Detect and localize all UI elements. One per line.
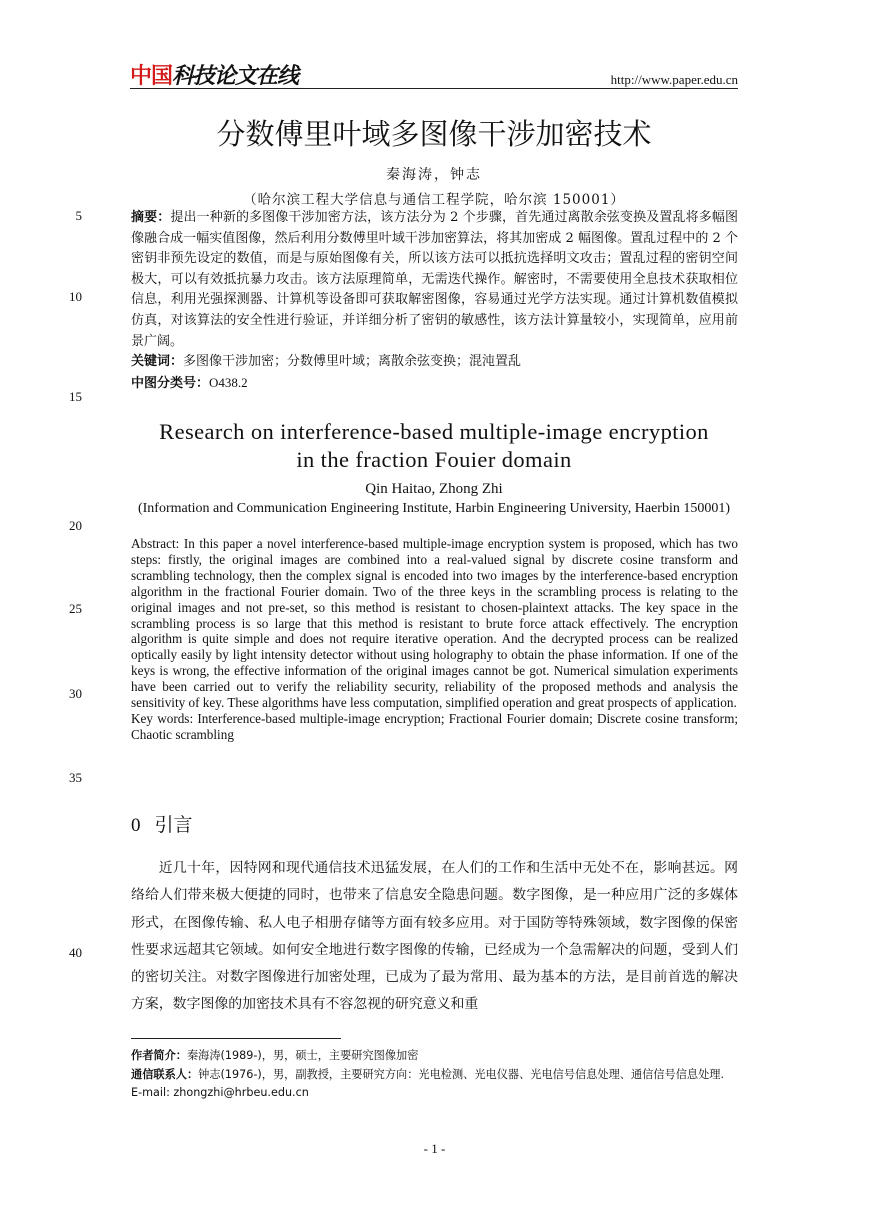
abstract-cn [131, 208, 738, 394]
logo-black-text: 科技论文在线 [172, 64, 299, 89]
abstract-en-text: In this paper a novel interference-based multiple-image encryption system is proposed, which has two steps: firstly, the original images are combined into a real-valued signal by discrete cosine transform and scrambling technology, then the complex signal is encoded into two images by the interference-based encryption algorithm in the fractional Fourier domain. Two of the three keys in the scrambling process is relating to the original images and not pre-set, so this method is resistant to chosen-plaintext attacks. The key space in the scrambling process is so large that this method is resistant to brute force attack effectively. The encryption algorithm is quite simple and does not require iterative operation. And the decrypted process can be realized optically easily by light intensity detector without using holography to obtain the phase information. If one of the keys is wrong, the effective information of the original images cannot be got. Numerical simulation experiments have been carried out to verify the reliability security, reliability of the proposed methods and analysis the sensitivity of key. These algorithms have less computation, simplified operation and great prospects of application. [131, 536, 738, 711]
section-heading [131, 810, 193, 837]
authors-en: Qin Haitao, Zhong Zhi [365, 481, 503, 497]
classification-label: 中图分类号： [131, 375, 210, 391]
authors-cn: 秦海涛，钟志 [386, 167, 482, 183]
line-number: 10 [69, 289, 82, 304]
line-number: 30 [69, 686, 82, 701]
site-logo [130, 63, 298, 91]
keywords-cn-text: 多图像干涉加密；分数傅里叶域；离散余弦变换；混沌置乱 [183, 354, 522, 370]
keywords-en-label: Key words: [131, 710, 198, 726]
line-number: 15 [69, 389, 82, 404]
keywords-en [131, 711, 738, 743]
abstract-cn-body [131, 208, 738, 352]
affiliation-en: (Information and Communication Engineering Institute, Harbin Engineering University, Haerbin 150001) [137, 501, 730, 516]
abstract-cn-text: 提出一种新的多图像干涉加密方法，该方法分为 2 个步骤，首先通过离散余弦变换及置乱将多幅图像融合成一幅实值图像，然后利用分数傅里叶域干涉加密算法，将其加密成 2 幅图像。置乱过程中的 2 个密钥非预先设定的数值，而是与原始图像有关，所以该方法可以抵抗选择明文攻击；置乱过程的密钥空间极大，可以有效抵抗暴力攻击。该方法原理简单，无需迭代操作。解密时，不需要使用全息技术获取相位信息，利用光强探测器、计算机等设备即可获取解密图像，容易通过光学方法实现。通过计算机数值模拟仿真，对该算法的安全性进行验证，并详细分析了密钥的敏感性，该方法计算量较小，实现简单，应用前景广阔。 [131, 210, 738, 349]
line-number: 35 [69, 770, 82, 785]
keywords-cn [131, 352, 738, 373]
keywords-en-text: Interference-based multiple-image encryption; Fractional Fourier domain; Discrete cosine transform; Chaotic scrambling [131, 710, 738, 742]
footnote-contact-text: 钟志(1976-)，男，副教授，主要研究方向：光电检测、光电仪器、光电信号信息处理、通信信号信息处理. E-mail: zhongzhi@hrbeu.edu.cn [131, 1067, 724, 1099]
paper-title-en-line1: Research on interference-based multiple-image encryption [159, 419, 709, 444]
page-number: - 1 - [423, 1141, 446, 1156]
abstract-cn-label: 摘要： [131, 210, 171, 225]
paper-title-en-line2: in the fraction Fouier domain [296, 447, 572, 472]
intro-paragraph: 近几十年，因特网和现代通信技术迅猛发展，在人们的工作和生活中无处不在，影响甚远。网络给人们带来极大便捷的同时，也带来了信息安全隐患问题。数字图像，是一种应用广泛的多媒体形式，在图像传输、私人电子相册存储等方面有较多应用。对于国防等特殊领域，数字图像的保密性要求远超其它领域。如何安全地进行数字图像的传输，已经成为一个急需解决的问题，受到人们的密切关注。对数字图像进行加密处理，已成为了最为常用、最为基本的方法，是目前首选的解决方案，数字图像的加密技术具有不容忽视的研究意义和重 [131, 860, 738, 1013]
header-rule [130, 88, 738, 89]
footnote-contact [131, 1066, 738, 1103]
footnote-author [131, 1047, 738, 1066]
line-number: 25 [69, 601, 82, 616]
abstract-en-body [131, 536, 738, 711]
paper-title-cn: 分数傅里叶域多图像干涉加密技术 [216, 117, 652, 151]
logo-red-text: 中国 [130, 64, 173, 89]
paper-title-en [130, 418, 738, 474]
line-number: 40 [69, 945, 82, 960]
header-url[interactable]: http://www.paper.edu.cn [610, 72, 738, 87]
keywords-cn-label: 关键词： [131, 354, 184, 370]
footnote-contact-label: 通信联系人： [131, 1067, 199, 1081]
classification [131, 373, 738, 395]
abstract-en-label: Abstract: [131, 536, 184, 551]
affiliation-cn: （哈尔滨工程大学信息与通信工程学院，哈尔滨 150001） [243, 192, 625, 208]
footnotes [131, 1047, 738, 1103]
abstract-en [131, 536, 738, 743]
section-number: 0 [131, 815, 141, 836]
line-number: 5 [75, 208, 82, 223]
line-number: 20 [69, 518, 82, 533]
section-title: 引言 [154, 814, 193, 836]
footnote-rule [131, 1038, 341, 1039]
footnote-author-text: 秦海涛(1989-)，男，硕士，主要研究图像加密 [186, 1049, 419, 1062]
classification-value: O438.2 [209, 374, 248, 390]
footnote-author-label: 作者简介： [131, 1049, 187, 1062]
